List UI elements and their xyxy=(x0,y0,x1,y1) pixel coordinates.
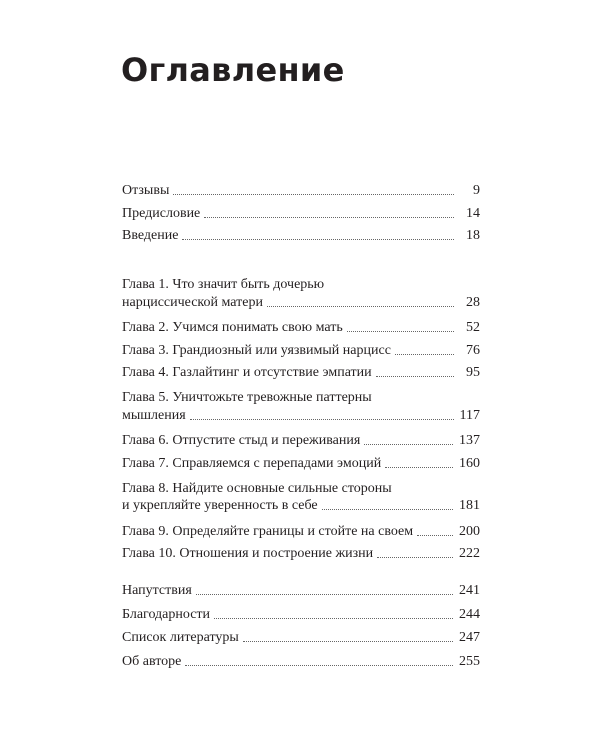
chapters-section xyxy=(122,277,480,569)
back-matter-section xyxy=(122,583,480,677)
toc-entry-title: Глава 3. Грандиозный или уязвимый нарцисс xyxy=(122,342,391,358)
toc-entry-title: Введение xyxy=(122,228,179,243)
toc-entry[interactable] xyxy=(122,583,480,607)
toc-page-number: 181 xyxy=(459,498,480,513)
dot-leader xyxy=(214,617,453,619)
toc-page-number: 95 xyxy=(466,365,480,380)
toc-entry-title-line2: мышления xyxy=(122,407,186,423)
toc-entry-chapter-3[interactable] xyxy=(122,343,480,366)
dot-leader xyxy=(196,593,453,595)
toc-entry[interactable] xyxy=(122,228,480,251)
dot-leader xyxy=(190,418,454,420)
toc-page-number: 9 xyxy=(473,183,480,198)
toc-entry[interactable] xyxy=(122,654,480,678)
toc-page-number: 28 xyxy=(466,294,480,310)
dot-leader xyxy=(395,353,454,355)
dot-leader xyxy=(417,534,453,536)
toc-page-number: 160 xyxy=(459,455,480,471)
toc-page-number: 222 xyxy=(459,546,480,561)
dot-leader xyxy=(182,238,454,240)
toc-entry-title: Список литературы xyxy=(122,630,239,645)
toc-entry-title-line1: Глава 8. Найдите основные сильные стороны xyxy=(122,480,392,496)
toc-entry-chapter-6[interactable] xyxy=(122,433,480,456)
dot-leader xyxy=(377,556,453,558)
toc-page-number: 117 xyxy=(459,407,480,423)
dot-leader xyxy=(376,375,454,377)
dot-leader xyxy=(364,443,453,445)
toc-entry-title: Глава 9. Определяйте границы и стойте на своем xyxy=(122,523,414,539)
toc-entry-chapter-2[interactable] xyxy=(122,320,480,343)
toc-page-number: 14 xyxy=(466,205,480,221)
toc-entry-title: Об авторе xyxy=(122,653,182,669)
toc-entry-chapter-10[interactable] xyxy=(122,546,480,569)
toc-entry-chapter-5[interactable] xyxy=(122,390,480,433)
toc-page-number: 137 xyxy=(459,433,480,448)
dot-leader xyxy=(322,508,453,510)
dot-leader xyxy=(267,305,454,307)
toc-entry-title: Глава 6. Отпустите стыд и переживания xyxy=(122,433,361,448)
dot-leader xyxy=(185,664,453,666)
toc-page-number: 244 xyxy=(459,606,480,622)
toc-entry-chapter-7[interactable] xyxy=(122,456,480,481)
toc-entry-title-line1: Глава 1. Что значит быть дочерью xyxy=(122,277,325,292)
dot-leader xyxy=(385,466,453,468)
toc-entry-chapter-8[interactable] xyxy=(122,481,480,524)
dot-leader xyxy=(204,216,454,218)
toc-entry-title: Глава 7. Справляемся с перепадами эмоций xyxy=(122,455,382,471)
toc-page-number: 200 xyxy=(459,523,480,539)
page-title: Оглавление xyxy=(121,51,345,89)
toc-entry[interactable] xyxy=(122,183,480,206)
toc-entry[interactable] xyxy=(122,607,480,631)
toc-page-number: 247 xyxy=(459,630,480,645)
toc-entry-title: Глава 2. Учимся понимать свою мать xyxy=(122,320,343,335)
toc-entry-title: Напутствия xyxy=(122,583,192,598)
toc-entry-title: Глава 10. Отношения и построение жизни xyxy=(122,546,374,561)
toc-page-number: 76 xyxy=(466,342,480,358)
toc-page-number: 18 xyxy=(466,228,480,243)
dot-leader xyxy=(173,193,454,195)
toc-entry-title-line2: и укрепляйте уверенность в себе xyxy=(122,498,318,513)
toc-entry-title: Отзывы xyxy=(122,183,170,198)
toc-entry-title: Благодарности xyxy=(122,606,211,622)
toc-page-number: 241 xyxy=(459,583,480,598)
toc-entry[interactable] xyxy=(122,630,480,654)
toc-entry-title-line1: Глава 5. Уничтожьте тревожные паттерны xyxy=(122,390,372,405)
toc-entry-chapter-4[interactable] xyxy=(122,365,480,390)
toc-entry[interactable] xyxy=(122,206,480,229)
dot-leader xyxy=(347,330,454,332)
toc-entry-title: Глава 4. Газлайтинг и отсутствие эмпатии xyxy=(122,365,372,380)
dot-leader xyxy=(243,640,453,642)
toc-entry-chapter-1[interactable] xyxy=(122,277,480,320)
toc-entry-chapter-9[interactable] xyxy=(122,524,480,547)
toc-page-number: 255 xyxy=(459,653,480,669)
toc-entry-title: Предисловие xyxy=(122,205,201,221)
front-matter-section xyxy=(122,183,480,251)
toc-page-number: 52 xyxy=(466,320,480,335)
toc-entry-title-line2: нарциссической матери xyxy=(122,294,263,310)
